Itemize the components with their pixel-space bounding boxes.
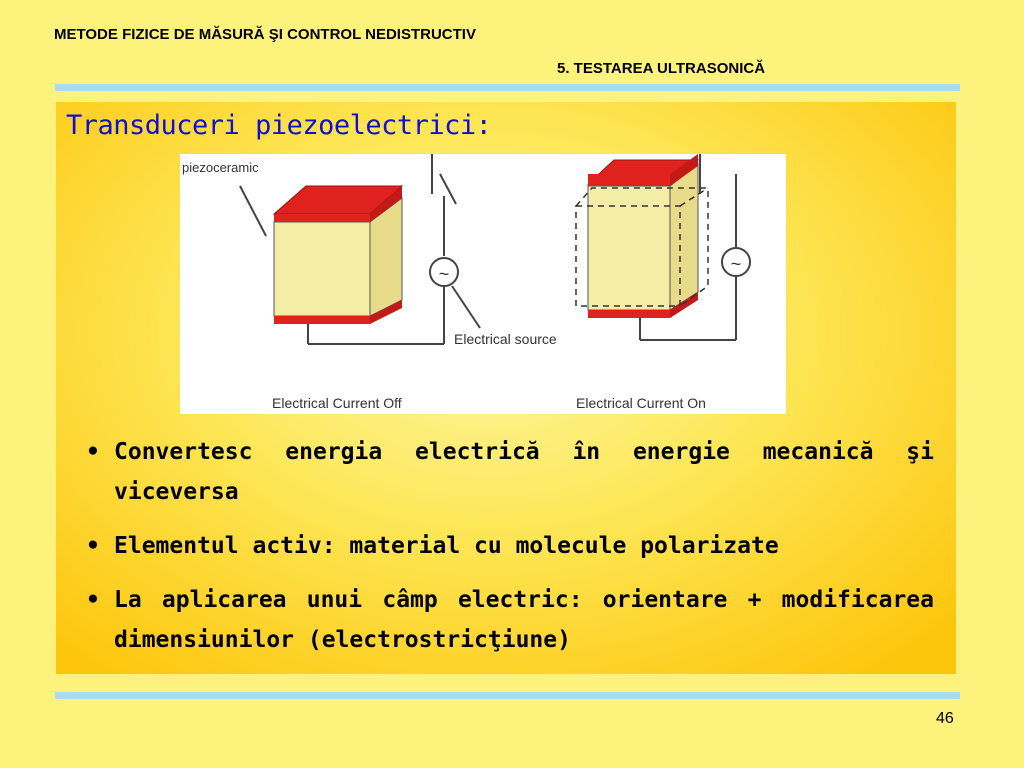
bullet-item: [80, 526, 934, 566]
bullet-item: [80, 432, 934, 512]
page-number: 46: [936, 710, 954, 727]
ac-symbol-right: ~: [730, 254, 742, 274]
label-current-on: Electrical Current On: [576, 395, 706, 411]
crystal-off: [240, 154, 480, 344]
bullet-marker: •: [86, 533, 100, 559]
bullet-item: [80, 580, 934, 660]
piezo-diagram: [180, 154, 786, 414]
piezo-figure: [180, 154, 786, 414]
ac-symbol-left: ~: [438, 264, 450, 284]
content-panel: [56, 102, 956, 674]
header-subtitle: 5. TESTAREA ULTRASONICĂ: [557, 60, 766, 77]
bullet-text: Elementul activ: material cu molecule polarizate: [114, 533, 779, 559]
header-title: METODE FIZICE DE MĂSURĂ ŞI CONTROL NEDISTRUCTIV: [54, 26, 476, 43]
bullet-marker: •: [86, 439, 100, 465]
slide-heading: Transduceri piezoelectrici:: [66, 110, 492, 141]
crystal-on: [576, 154, 750, 340]
bullet-text: La aplicarea unui câmp electric: orientare + modificarea dimensiunilor (electrostricţiune): [114, 587, 934, 653]
bullet-list: [80, 432, 934, 674]
bullet-marker: •: [86, 587, 100, 613]
bottom-divider: [55, 692, 960, 699]
top-divider: [55, 84, 960, 91]
label-piezoceramic: piezoceramic: [182, 160, 259, 175]
label-electrical-source: Electrical source: [454, 331, 557, 347]
label-current-off: Electrical Current Off: [272, 395, 402, 411]
bullet-text: Convertesc energia electrică în energie mecanică şi viceversa: [114, 439, 934, 505]
